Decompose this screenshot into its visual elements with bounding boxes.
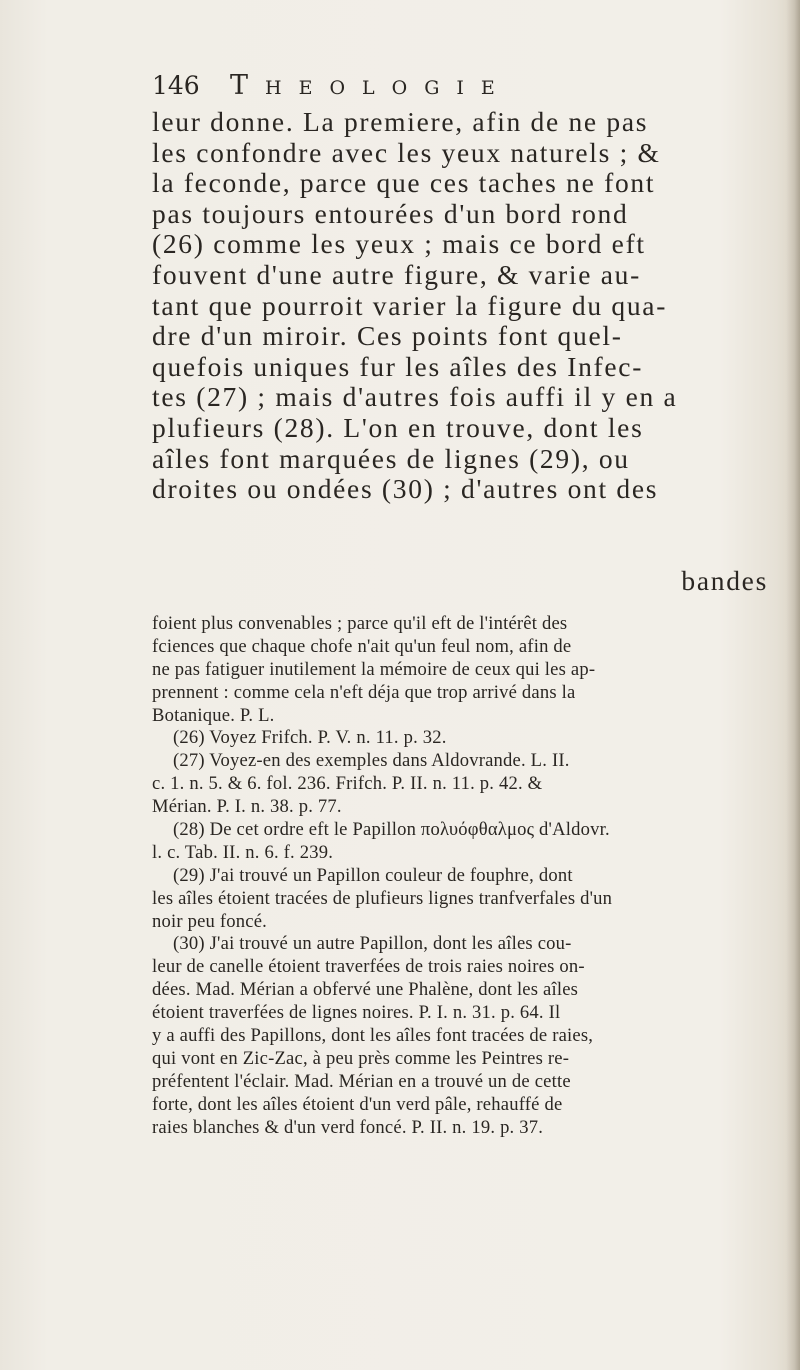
footnote-line: Botanique. P. L. (152, 704, 275, 726)
footnote-line: (26) Voyez Frifch. P. V. n. 11. p. 32. (173, 727, 447, 749)
text-line: tant que pourroit varier la figure du qua- (152, 289, 668, 321)
page-edge-shadow (786, 0, 800, 1370)
text-line: leur donne. La premiere, afin de ne pas (152, 106, 649, 137)
footnote-line: préfentent l'éclair. Mad. Mérian en a trouvé un de cette (152, 1070, 571, 1092)
footnote-line: fciences que chaque chofe n'ait qu'un feul nom, afin de (152, 635, 572, 657)
footnote-line: c. 1. n. 5. & 6. fol. 236. Frifch. P. II. n. 11. p. 42. & (152, 773, 543, 795)
footnotes (152, 613, 768, 1139)
text-line: pas toujours entourées d'un bord rond (152, 197, 629, 229)
footnote-line: Mérian. P. I. n. 38. p. 77. (152, 796, 342, 818)
page-number: 146 (152, 71, 200, 100)
footnote-line: leur de canelle étoient traverfées de trois raies noires on- (152, 956, 585, 978)
footnote-line: ne pas fatiguer inutilement la mémoire de ceux qui les ap- (152, 658, 596, 680)
footnote-line: prennent : comme cela n'eft déja que trop arrivé dans la (152, 681, 576, 703)
footnote-line: l. c. Tab. II. n. 6. f. 239. (152, 841, 334, 863)
footnote-line: les aîles étoient tracées de plufieurs lignes tranfverfales d'un (152, 887, 613, 909)
text-line: les confondre avec les yeux naturels ; & (152, 136, 661, 168)
text-line: droites ou ondées (30) ; d'autres ont des (152, 473, 659, 505)
footnote-line: raies blanches & d'un verd foncé. P. II. n. 19. p. 37. (152, 1116, 544, 1138)
catchword: bandes (681, 565, 768, 596)
text-line: (26) comme les yeux ; mais ce bord eft (152, 228, 646, 260)
footnote-line: y a auffi des Papillons, dont les aîles font tracées de raies, (152, 1025, 594, 1047)
footnote-line: qui vont en Zic-Zac, à peu près comme les Peintres re- (152, 1047, 570, 1069)
text-line: plufieurs (28). L'on en trouve, dont les (152, 411, 644, 443)
text-line: la feconde, parce que ces taches ne font (152, 167, 656, 199)
text-line: dre d'un miroir. Ces points font quel- (152, 320, 623, 352)
footnote-line: dées. Mad. Mérian a obfervé une Phalène, dont les aîles (152, 979, 579, 1001)
text-line: quefois uniques fur les aîles des Infec- (152, 350, 644, 382)
text-line: tes (27) ; mais d'autres fois auffi il y en a (152, 381, 678, 413)
footnote-line: étoient traverfées de lignes noires. P. I. n. 31. p. 64. Il (152, 1002, 561, 1024)
footnote-line: (29) J'ai trouvé un Papillon couleur de fouphre, dont (173, 864, 573, 886)
footnote-line: forte, dont les aîles étoient d'un verd pâle, rehauffé de (152, 1093, 563, 1115)
footnote-line: (27) Voyez-en des exemples dans Aldovrande. L. II. (173, 750, 570, 772)
text-line: fouvent d'une autre figure, & varie au- (152, 258, 641, 290)
footnote-line: noir peu foncé. (152, 910, 268, 932)
footnote-line: foient plus convenables ; parce qu'il eft de l'intérêt des (152, 613, 568, 634)
running-title: Theologie (230, 70, 512, 101)
text-line: aîles font marquées de lignes (29), ou (152, 442, 630, 474)
footnote-line: (28) De cet ordre eft le Papillon πολυόφθαλμος d'Aldovr. (173, 819, 610, 841)
footnote-line: (30) J'ai trouvé un autre Papillon, dont les aîles cou- (173, 933, 572, 955)
main-text (152, 107, 772, 505)
